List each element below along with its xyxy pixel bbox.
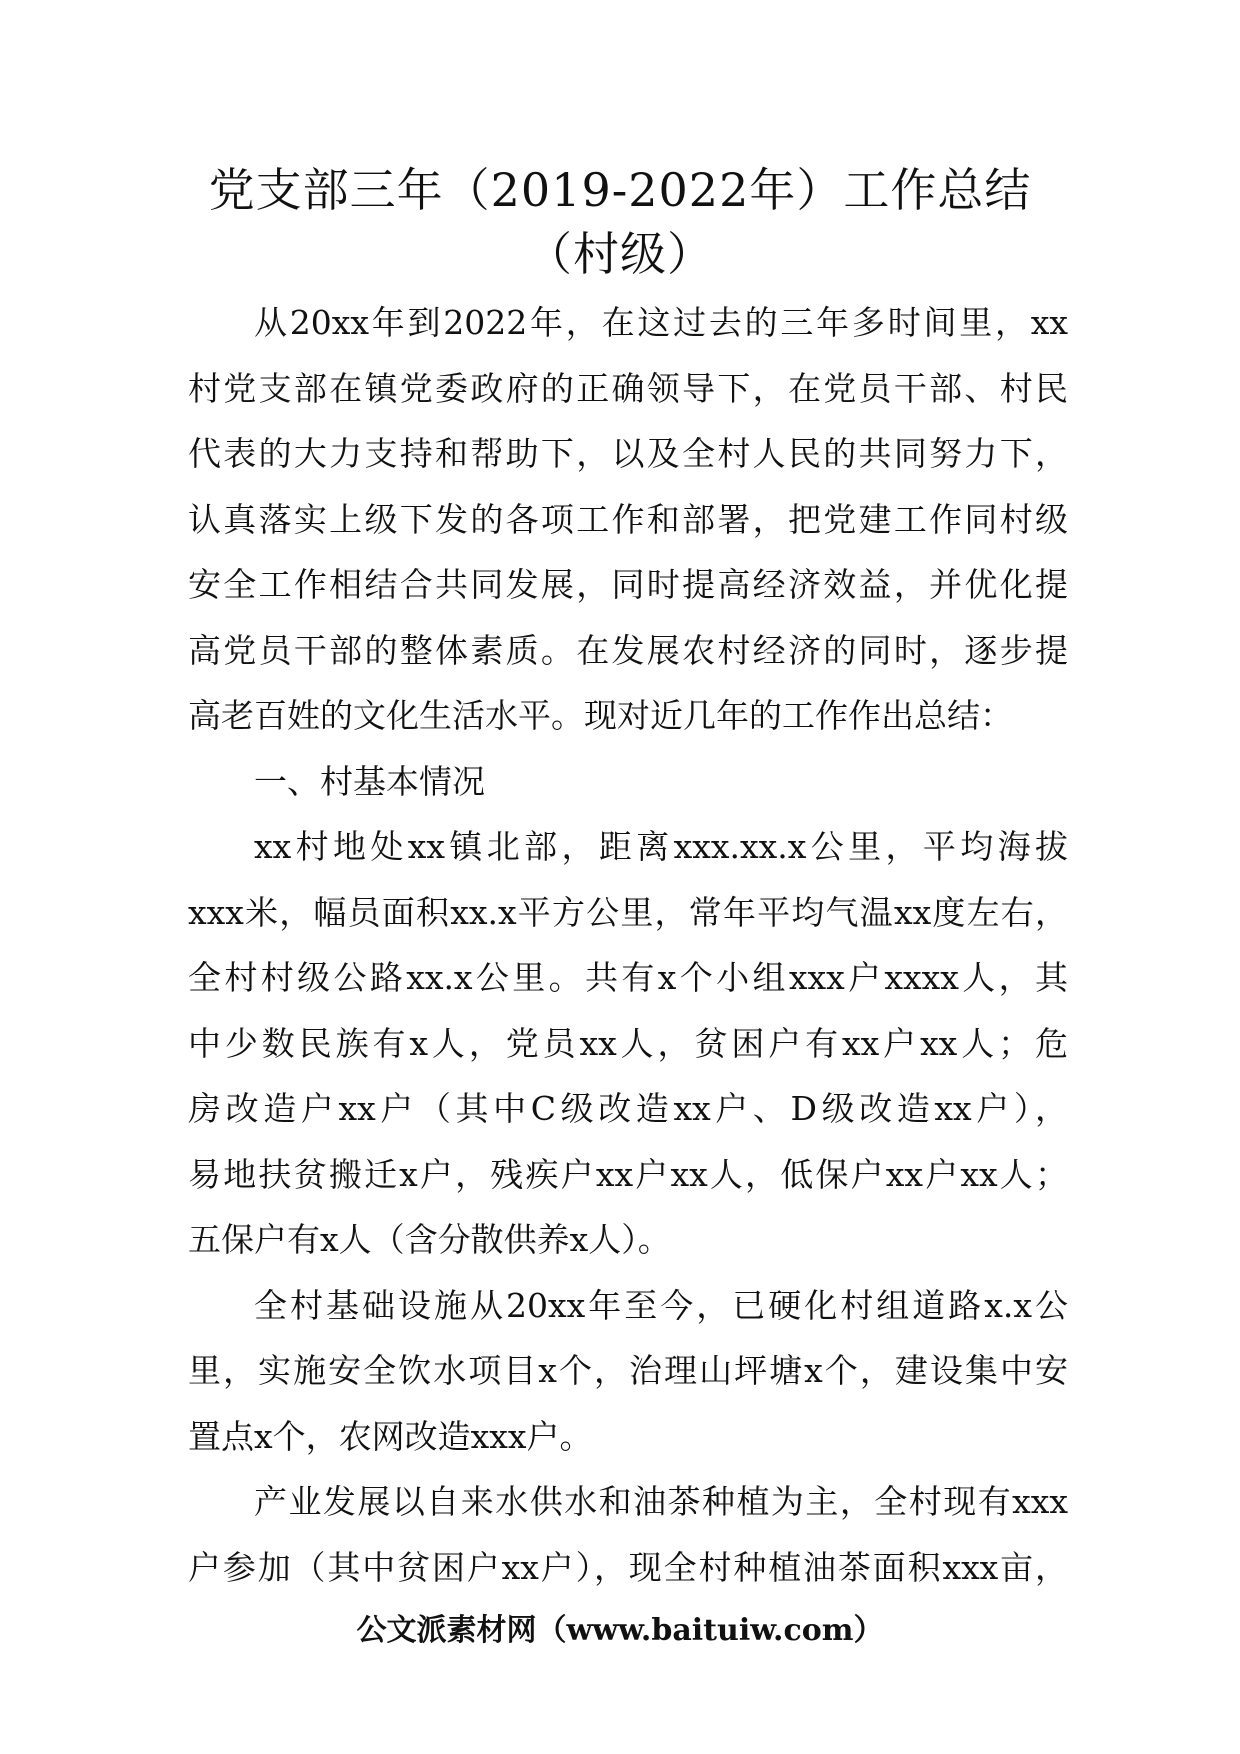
paragraph-line: 安全工作相结合共同发展，同时提高经济效益，并优化提 bbox=[188, 565, 1068, 604]
section-heading-text: 一、村基本情况 bbox=[254, 761, 485, 801]
paragraph-industry bbox=[188, 1469, 1068, 1600]
document-title bbox=[0, 158, 1240, 286]
paragraph-line: 认真落实上级下发的各项工作和部署，把党建工作同村级 bbox=[188, 499, 1068, 539]
paragraph-line: 中少数民族有x人，党员xx人，贫困户有xx户xx人；危 bbox=[188, 1023, 1068, 1063]
paragraph-line: 全村基础设施从20xx年至今，已硬化村组道路x.x公 bbox=[254, 1285, 1068, 1325]
document-body bbox=[188, 290, 1068, 1600]
paragraph-line: 全村村级公路xx.x公里。共有x个小组xxx户xxxx人，其 bbox=[188, 958, 1068, 997]
paragraph-line: 五保户有x人（含分散供养x人）。 bbox=[188, 1220, 671, 1259]
paragraph-line: 村党支部在镇党委政府的正确领导下，在党员干部、村民 bbox=[188, 368, 1068, 408]
paragraph-infrastructure bbox=[188, 1273, 1068, 1470]
paragraph-line: xx村地处xx镇北部，距离xxx.xx.x公里，平均海拔 bbox=[254, 827, 1068, 866]
paragraph-line: 房改造户xx户（其中C级改造xx户、D级改造xx户）， bbox=[188, 1089, 1068, 1128]
paragraph-line: 置点x个，农网改造xxx户。 bbox=[188, 1416, 593, 1456]
paragraph-line: 易地扶贫搬迁x户，残疾户xx户xx人，低保户xx户xx人； bbox=[188, 1154, 1068, 1194]
paragraph-line: 代表的大力支持和帮助下，以及全村人民的共同努力下， bbox=[188, 434, 1068, 473]
paragraph-line: xxx米，幅员面积xx.x平方公里，常年平均气温xx度左右， bbox=[188, 892, 1068, 932]
paragraph-line: 高老百姓的文化生活水平。现对近几年的工作作出总结： bbox=[188, 696, 1013, 735]
title-line-2: （村级） bbox=[526, 227, 714, 281]
title-line-1: 党支部三年（2019-2022年）工作总结 bbox=[208, 163, 1032, 217]
paragraph-basic-info bbox=[188, 814, 1068, 1273]
paragraph-line: 从20xx年到2022年，在这过去的三年多时间里，xx bbox=[254, 303, 1068, 342]
paragraph-line: 里，实施安全饮水项目x个，治理山坪塘x个，建设集中安 bbox=[188, 1351, 1068, 1390]
page-footer: 公文派素材网（www.baituiw.com） bbox=[356, 1613, 884, 1648]
paragraph-intro bbox=[188, 290, 1068, 749]
paragraph-line: 户参加（其中贫困户xx户），现全村种植油茶面积xxx亩， bbox=[188, 1547, 1068, 1587]
paragraph-line: 产业发展以自来水供水和油茶种植为主，全村现有xxx bbox=[254, 1482, 1068, 1521]
paragraph-line: 高党员干部的整体素质。在发展农村经济的同时，逐步提 bbox=[188, 630, 1068, 670]
section-heading bbox=[188, 749, 1068, 815]
